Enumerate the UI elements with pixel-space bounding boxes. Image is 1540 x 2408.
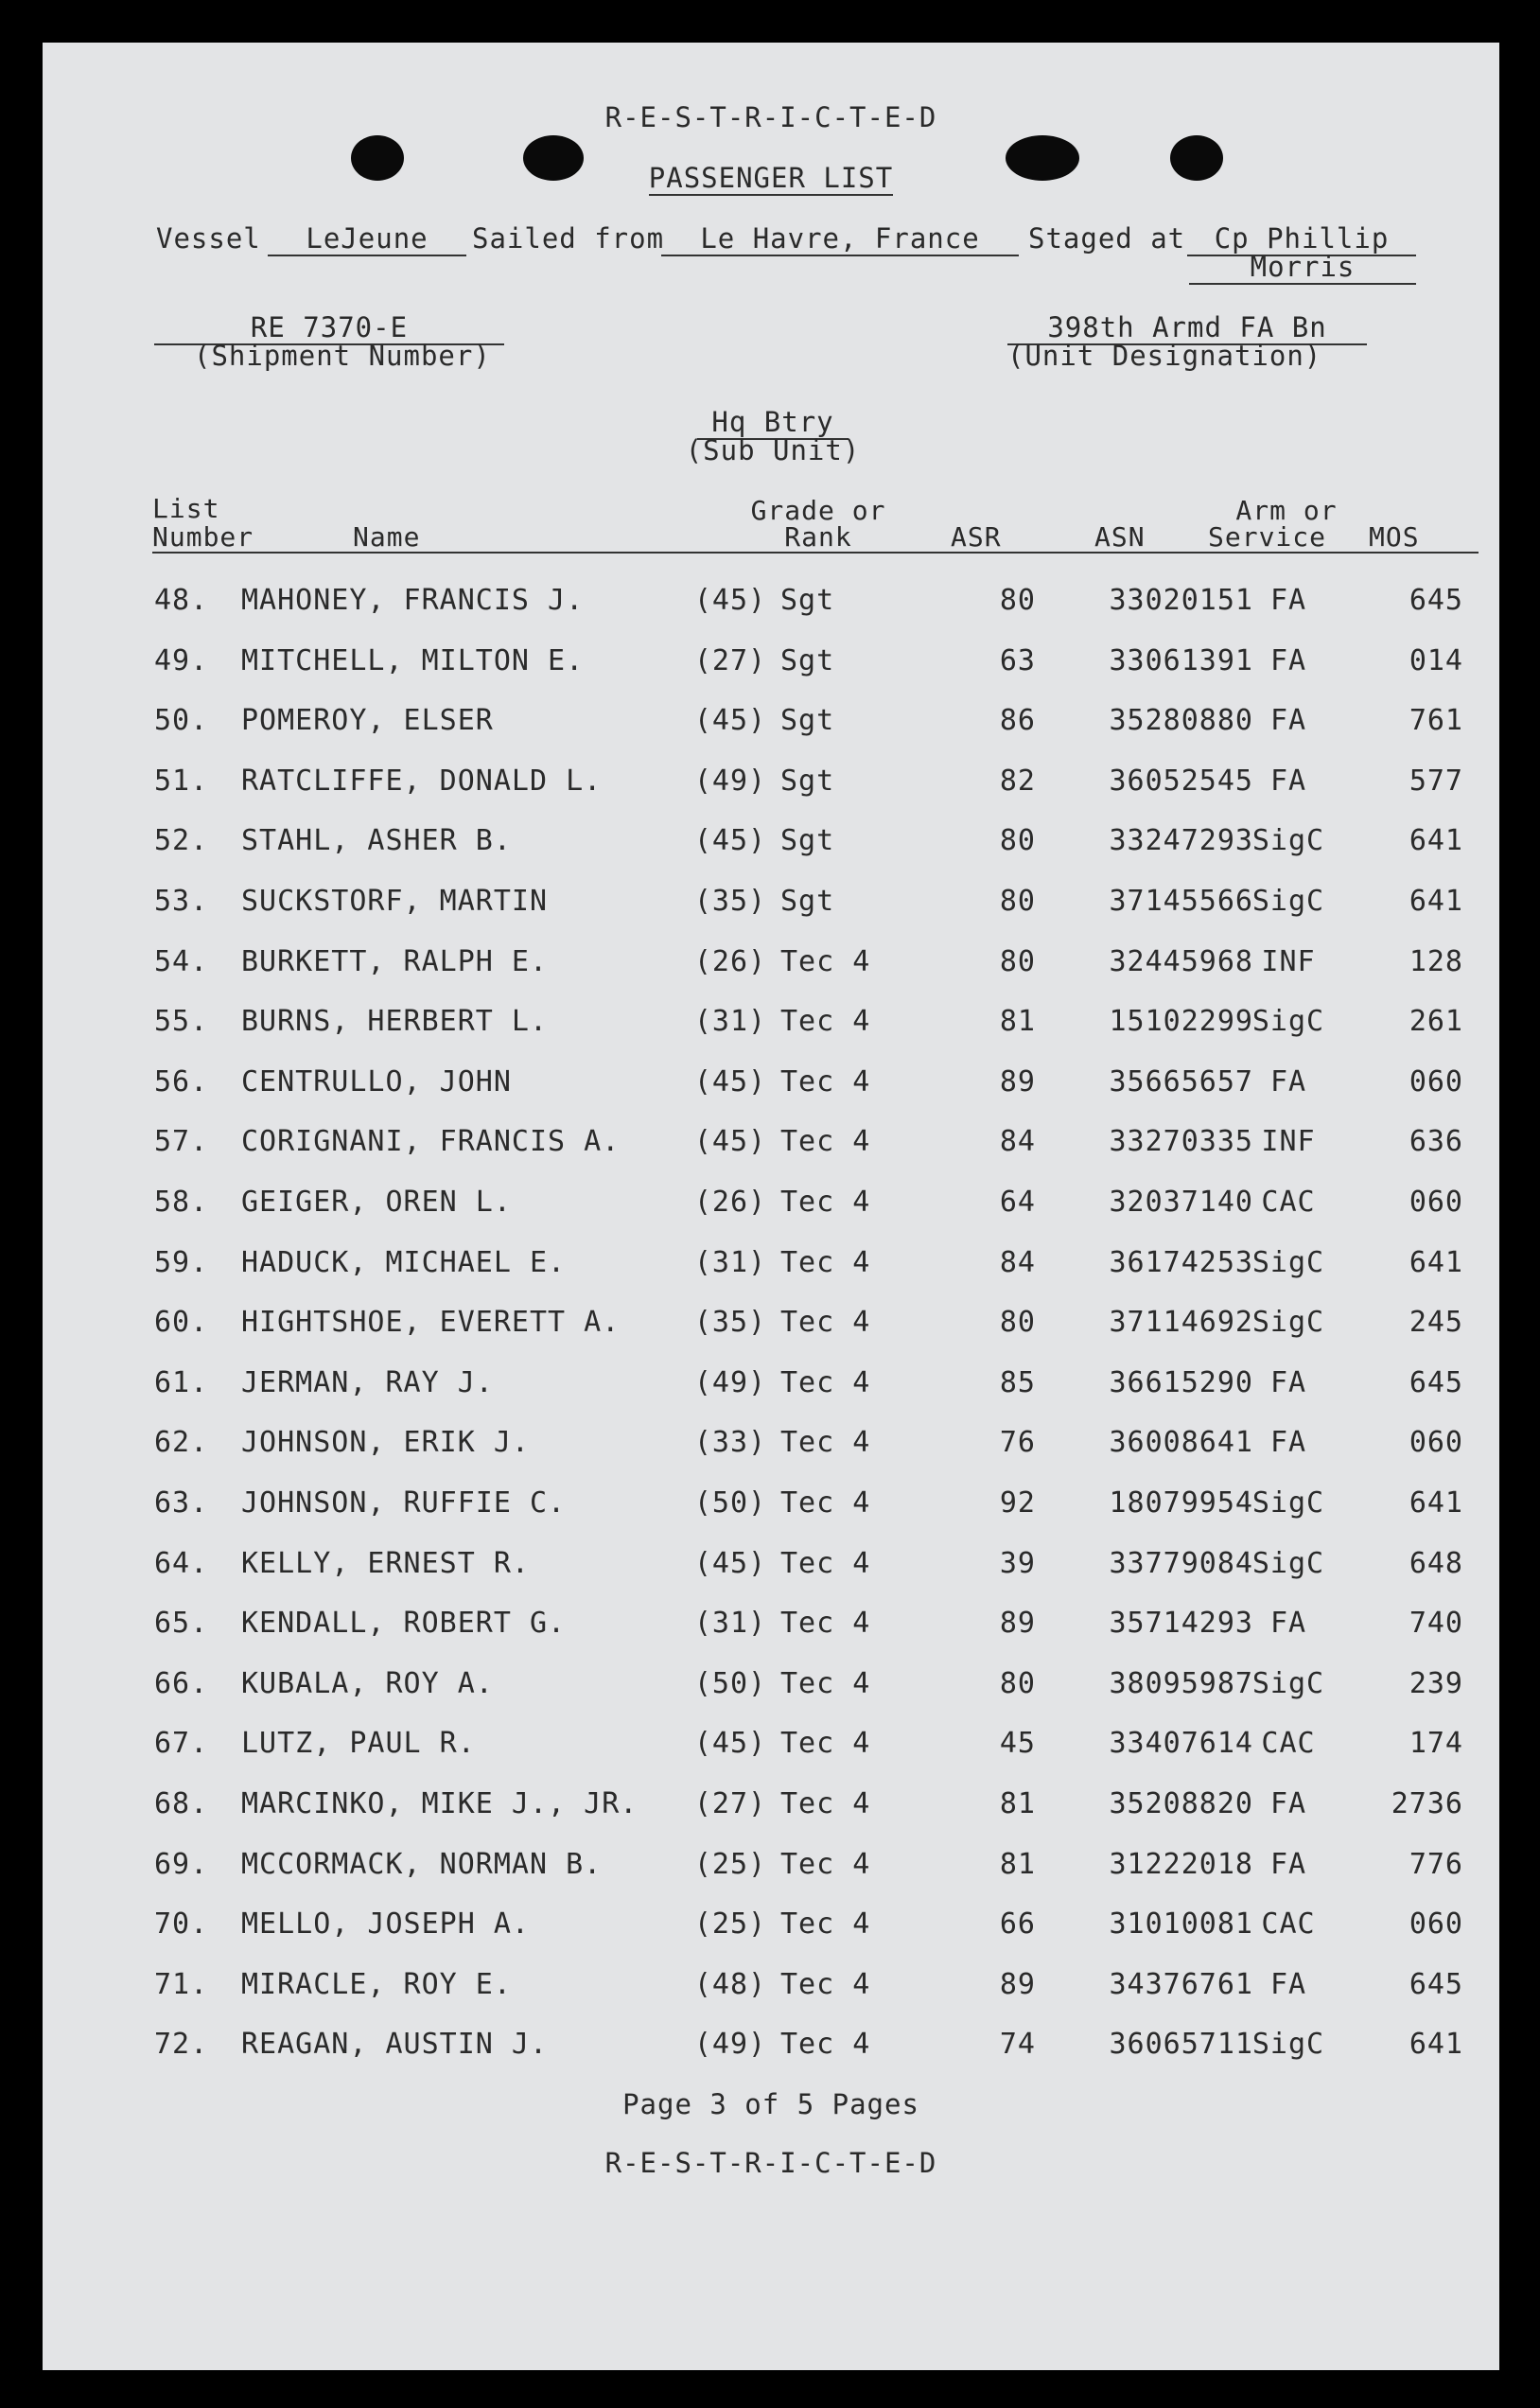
col-name: Name <box>353 521 421 553</box>
list-number: 55. <box>154 1005 209 1039</box>
list-number: 61. <box>154 1365 209 1399</box>
mos-code: 648 <box>1409 1546 1463 1580</box>
serial-number: 33407614 <box>1109 1727 1253 1761</box>
grade-rank: Tec 4 <box>780 1666 871 1700</box>
asr-score: 81 <box>999 1787 1036 1820</box>
list-number: 51. <box>154 764 209 798</box>
grade-rank: Tec 4 <box>780 1546 871 1580</box>
table-row <box>43 824 1499 881</box>
col-rank: Rank <box>784 521 852 553</box>
serial-number: 35208820 <box>1109 1787 1253 1820</box>
table-row <box>43 704 1499 761</box>
age-code: (45) <box>693 1546 767 1580</box>
passenger-name: MAHONEY, FRANCIS J. <box>241 584 585 617</box>
col-asn: ASN <box>1094 521 1146 553</box>
asr-score: 80 <box>999 1306 1036 1340</box>
mos-code: 014 <box>1409 643 1463 677</box>
arm-service: FA <box>1269 1607 1307 1641</box>
mos-code: 641 <box>1409 2028 1463 2062</box>
arm-service: SigC <box>1251 1666 1325 1700</box>
mos-code: 245 <box>1409 1306 1463 1340</box>
mos-code: 641 <box>1409 885 1463 918</box>
passenger-name: BURNS, HERBERT L. <box>241 1005 549 1039</box>
age-code: (25) <box>693 1847 767 1881</box>
list-number: 69. <box>154 1847 209 1881</box>
age-code: (45) <box>693 1064 767 1099</box>
asr-score: 63 <box>999 643 1036 677</box>
mos-code: 577 <box>1409 764 1463 798</box>
passenger-name: JOHNSON, ERIK J. <box>241 1426 530 1460</box>
asr-score: 80 <box>999 885 1036 918</box>
list-number: 66. <box>154 1666 209 1700</box>
asr-score: 45 <box>999 1727 1036 1761</box>
mos-code: 060 <box>1409 1186 1463 1219</box>
asr-score: 92 <box>999 1486 1036 1520</box>
age-code: (31) <box>693 1607 767 1641</box>
table-row <box>43 1547 1499 1604</box>
age-code: (35) <box>693 1306 767 1340</box>
passenger-name: LUTZ, PAUL R. <box>241 1727 476 1761</box>
table-row <box>43 1426 1499 1483</box>
shipment-number: RE 7370-E <box>154 311 504 345</box>
asr-score: 76 <box>999 1426 1036 1460</box>
age-code: (50) <box>693 1486 767 1520</box>
grade-rank: Tec 4 <box>780 1186 871 1219</box>
passenger-name: MARCINKO, MIKE J., JR. <box>241 1787 639 1820</box>
list-number: 50. <box>154 704 209 738</box>
serial-number: 31010081 <box>1109 1907 1253 1942</box>
arm-service: FA <box>1269 1064 1307 1099</box>
arm-service: SigC <box>1251 1005 1325 1039</box>
grade-rank: Tec 4 <box>780 1365 871 1399</box>
asr-score: 86 <box>999 704 1036 738</box>
list-number: 72. <box>154 2028 209 2062</box>
serial-number: 15102299 <box>1109 1005 1253 1039</box>
arm-service: CAC <box>1261 1907 1316 1942</box>
age-code: (26) <box>693 944 767 978</box>
arm-service: SigC <box>1251 1546 1325 1580</box>
classification-bottom: R-E-S-T-R-I-C-T-E-D <box>604 2147 937 2179</box>
table-row <box>43 1787 1499 1844</box>
serial-number: 36065711 <box>1109 2028 1253 2062</box>
mos-code: 641 <box>1409 1486 1463 1520</box>
arm-service: SigC <box>1251 2028 1325 2062</box>
age-code: (50) <box>693 1666 767 1700</box>
age-code: (25) <box>693 1907 767 1942</box>
list-number: 59. <box>154 1245 209 1279</box>
passenger-name: REAGAN, AUSTIN J. <box>241 2028 549 2062</box>
passenger-name: MITCHELL, MILTON E. <box>241 643 585 677</box>
asr-score: 66 <box>999 1907 1036 1942</box>
serial-number: 32037140 <box>1109 1186 1253 1219</box>
serial-number: 36174253 <box>1109 1245 1253 1279</box>
sub-unit-label: (Sub Unit) <box>685 434 861 466</box>
asr-score: 84 <box>999 1125 1036 1159</box>
asr-score: 85 <box>999 1365 1036 1399</box>
table-row <box>43 1246 1499 1303</box>
list-number: 71. <box>154 1967 209 2001</box>
serial-number: 37114692 <box>1109 1306 1253 1340</box>
passenger-name: STAHL, ASHER B. <box>241 824 512 858</box>
list-number: 68. <box>154 1787 209 1820</box>
mos-code: 060 <box>1409 1064 1463 1099</box>
mos-code: 641 <box>1409 824 1463 858</box>
asr-score: 84 <box>999 1245 1036 1279</box>
serial-number: 36052545 <box>1109 764 1253 798</box>
table-row <box>43 885 1499 941</box>
arm-service: FA <box>1269 584 1307 617</box>
grade-rank: Sgt <box>780 704 835 738</box>
col-arm: Arm or <box>1235 495 1338 526</box>
passenger-name: HADUCK, MICHAEL E. <box>241 1245 567 1279</box>
passenger-name: POMEROY, ELSER <box>241 704 494 738</box>
table-row <box>43 1907 1499 1964</box>
asr-score: 80 <box>999 944 1036 978</box>
serial-number: 36008641 <box>1109 1426 1253 1460</box>
grade-rank: Tec 4 <box>780 1787 871 1820</box>
passenger-name: JOHNSON, RUFFIE C. <box>241 1486 567 1520</box>
grade-rank: Sgt <box>780 584 835 617</box>
asr-score: 39 <box>999 1546 1036 1580</box>
list-number: 56. <box>154 1064 209 1099</box>
passenger-name: CORIGNANI, FRANCIS A. <box>241 1125 621 1159</box>
serial-number: 35280880 <box>1109 704 1253 738</box>
passenger-name: MCCORMACK, NORMAN B. <box>241 1847 603 1881</box>
passenger-name: KELLY, ERNEST R. <box>241 1546 530 1580</box>
staged-value-1: Cp Phillip <box>1187 222 1416 256</box>
grade-rank: Tec 4 <box>780 1064 871 1099</box>
serial-number: 38095987 <box>1109 1666 1253 1700</box>
passenger-name: MELLO, JOSEPH A. <box>241 1907 530 1942</box>
age-code: (27) <box>693 643 767 677</box>
list-number: 53. <box>154 885 209 918</box>
page-number: Page 3 of 5 Pages <box>622 2088 919 2120</box>
table-row <box>43 1607 1499 1663</box>
passenger-name: KENDALL, ROBERT G. <box>241 1607 567 1641</box>
arm-service: SigC <box>1251 1245 1325 1279</box>
list-number: 49. <box>154 643 209 677</box>
unit-designation: 398th Armd FA Bn <box>1007 311 1367 345</box>
mos-code: 645 <box>1409 584 1463 617</box>
table-row <box>43 644 1499 701</box>
age-code: (31) <box>693 1005 767 1039</box>
asr-score: 80 <box>999 584 1036 617</box>
grade-rank: Tec 4 <box>780 1125 871 1159</box>
asr-score: 89 <box>999 1607 1036 1641</box>
asr-score: 89 <box>999 1064 1036 1099</box>
table-row <box>43 1366 1499 1423</box>
asr-score: 80 <box>999 824 1036 858</box>
asr-score: 64 <box>999 1186 1036 1219</box>
table-row <box>43 1667 1499 1724</box>
arm-service: SigC <box>1251 1486 1325 1520</box>
mos-code: 128 <box>1409 944 1463 978</box>
grade-rank: Sgt <box>780 824 835 858</box>
age-code: (45) <box>693 584 767 617</box>
passenger-name: GEIGER, OREN L. <box>241 1186 512 1219</box>
vessel-label: Vessel <box>156 222 261 255</box>
sailed-label: Sailed from <box>472 222 665 255</box>
passenger-name: CENTRULLO, JOHN <box>241 1064 512 1099</box>
arm-service: FA <box>1269 1967 1307 2001</box>
list-number: 67. <box>154 1727 209 1761</box>
arm-service: INF <box>1261 1125 1316 1159</box>
serial-number: 33061391 <box>1109 643 1253 677</box>
grade-rank: Sgt <box>780 764 835 798</box>
age-code: (27) <box>693 1787 767 1820</box>
list-number: 54. <box>154 944 209 978</box>
staged-value-2: Morris <box>1189 251 1416 285</box>
age-code: (35) <box>693 885 767 918</box>
serial-number: 36615290 <box>1109 1365 1253 1399</box>
list-number: 58. <box>154 1186 209 1219</box>
grade-rank: Sgt <box>780 643 835 677</box>
grade-rank: Tec 4 <box>780 1005 871 1039</box>
grade-rank: Tec 4 <box>780 1306 871 1340</box>
table-row <box>43 945 1499 1002</box>
grade-rank: Tec 4 <box>780 1607 871 1641</box>
arm-service: FA <box>1269 704 1307 738</box>
asr-score: 81 <box>999 1005 1036 1039</box>
document-title: PASSENGER LIST <box>648 162 894 194</box>
col-number: Number <box>152 521 254 553</box>
serial-number: 33020151 <box>1109 584 1253 617</box>
mos-code: 060 <box>1409 1907 1463 1942</box>
age-code: (31) <box>693 1245 767 1279</box>
mos-code: 776 <box>1409 1847 1463 1881</box>
passenger-name: MIRACLE, ROY E. <box>241 1967 512 2001</box>
arm-service: CAC <box>1261 1727 1316 1761</box>
asr-score: 74 <box>999 2028 1036 2062</box>
passenger-name: KUBALA, ROY A. <box>241 1666 494 1700</box>
list-number: 64. <box>154 1546 209 1580</box>
asr-score: 81 <box>999 1847 1036 1881</box>
col-mos: MOS <box>1369 521 1420 553</box>
list-number: 52. <box>154 824 209 858</box>
arm-service: FA <box>1269 764 1307 798</box>
list-number: 65. <box>154 1607 209 1641</box>
age-code: (45) <box>693 704 767 738</box>
serial-number: 33247293 <box>1109 824 1253 858</box>
age-code: (45) <box>693 1727 767 1761</box>
table-row <box>43 1486 1499 1543</box>
serial-number: 34376761 <box>1109 1967 1253 2001</box>
list-number: 70. <box>154 1907 209 1942</box>
table-row <box>43 1727 1499 1784</box>
arm-service: FA <box>1269 1426 1307 1460</box>
age-code: (48) <box>693 1967 767 2001</box>
passenger-name: RATCLIFFE, DONALD L. <box>241 764 603 798</box>
grade-rank: Tec 4 <box>780 1245 871 1279</box>
arm-service: CAC <box>1261 1186 1316 1219</box>
arm-service: FA <box>1269 1847 1307 1881</box>
mos-code: 740 <box>1409 1607 1463 1641</box>
vessel-value: LeJeune <box>268 222 466 256</box>
unit-label: (Unit Designation) <box>1007 340 1322 372</box>
serial-number: 35714293 <box>1109 1607 1253 1641</box>
age-code: (33) <box>693 1426 767 1460</box>
serial-number: 32445968 <box>1109 944 1253 978</box>
col-grade: Grade or <box>750 495 886 526</box>
passenger-name: JERMAN, RAY J. <box>241 1365 494 1399</box>
table-row <box>43 1005 1499 1062</box>
arm-service: SigC <box>1251 885 1325 918</box>
passenger-name: HIGHTSHOE, EVERETT A. <box>241 1306 621 1340</box>
list-number: 63. <box>154 1486 209 1520</box>
age-code: (49) <box>693 1365 767 1399</box>
arm-service: FA <box>1269 1787 1307 1820</box>
grade-rank: Tec 4 <box>780 1426 871 1460</box>
asr-score: 82 <box>999 764 1036 798</box>
arm-service: FA <box>1269 643 1307 677</box>
document-page <box>43 43 1499 2370</box>
serial-number: 33270335 <box>1109 1125 1253 1159</box>
list-number: 60. <box>154 1306 209 1340</box>
serial-number: 18079954 <box>1109 1486 1253 1520</box>
mos-code: 239 <box>1409 1666 1463 1700</box>
serial-number: 33779084 <box>1109 1546 1253 1580</box>
shipment-label: (Shipment Number) <box>194 340 491 372</box>
grade-rank: Tec 4 <box>780 944 871 978</box>
grade-rank: Tec 4 <box>780 1847 871 1881</box>
mos-code: 174 <box>1409 1727 1463 1761</box>
arm-service: INF <box>1261 944 1316 978</box>
mos-code: 641 <box>1409 1245 1463 1279</box>
table-row <box>43 765 1499 821</box>
grade-rank: Tec 4 <box>780 1907 871 1942</box>
col-asr: ASR <box>951 521 1002 553</box>
list-number: 62. <box>154 1426 209 1460</box>
mos-code: 060 <box>1409 1426 1463 1460</box>
grade-rank: Tec 4 <box>780 1486 871 1520</box>
passenger-name: BURKETT, RALPH E. <box>241 944 549 978</box>
staged-label: Staged at <box>1028 222 1186 255</box>
classification-top: R-E-S-T-R-I-C-T-E-D <box>604 101 937 133</box>
mos-code: 261 <box>1409 1005 1463 1039</box>
mos-code: 645 <box>1409 1967 1463 2001</box>
grade-rank: Tec 4 <box>780 1727 871 1761</box>
serial-number: 31222018 <box>1109 1847 1253 1881</box>
asr-score: 80 <box>999 1666 1036 1700</box>
table-row <box>43 1125 1499 1182</box>
grade-rank: Tec 4 <box>780 1967 871 2001</box>
table-row <box>43 1065 1499 1122</box>
sailed-value: Le Havre, France <box>661 222 1019 256</box>
arm-service: FA <box>1269 1365 1307 1399</box>
table-row <box>43 1186 1499 1242</box>
table-row <box>43 584 1499 641</box>
passenger-name: SUCKSTORF, MARTIN <box>241 885 549 918</box>
age-code: (45) <box>693 1125 767 1159</box>
table-row <box>43 1968 1499 2025</box>
age-code: (45) <box>693 824 767 858</box>
arm-service: SigC <box>1251 1306 1325 1340</box>
serial-number: 35665657 <box>1109 1064 1253 1099</box>
age-code: (26) <box>693 1186 767 1219</box>
col-service: Service <box>1208 521 1327 553</box>
mos-code: 645 <box>1409 1365 1463 1399</box>
table-row <box>43 2028 1499 2084</box>
col-list: List <box>152 493 220 524</box>
mos-code: 636 <box>1409 1125 1463 1159</box>
header-rule <box>152 552 1479 554</box>
sub-unit: Hq Btry <box>697 406 849 440</box>
grade-rank: Sgt <box>780 885 835 918</box>
serial-number: 37145566 <box>1109 885 1253 918</box>
grade-rank: Tec 4 <box>780 2028 871 2062</box>
table-row <box>43 1848 1499 1905</box>
list-number: 57. <box>154 1125 209 1159</box>
arm-service: SigC <box>1251 824 1325 858</box>
age-code: (49) <box>693 764 767 798</box>
asr-score: 89 <box>999 1967 1036 2001</box>
list-number: 48. <box>154 584 209 617</box>
mos-code: 2736 <box>1391 1787 1463 1820</box>
table-row <box>43 1306 1499 1362</box>
mos-code: 761 <box>1409 704 1463 738</box>
age-code: (49) <box>693 2028 767 2062</box>
